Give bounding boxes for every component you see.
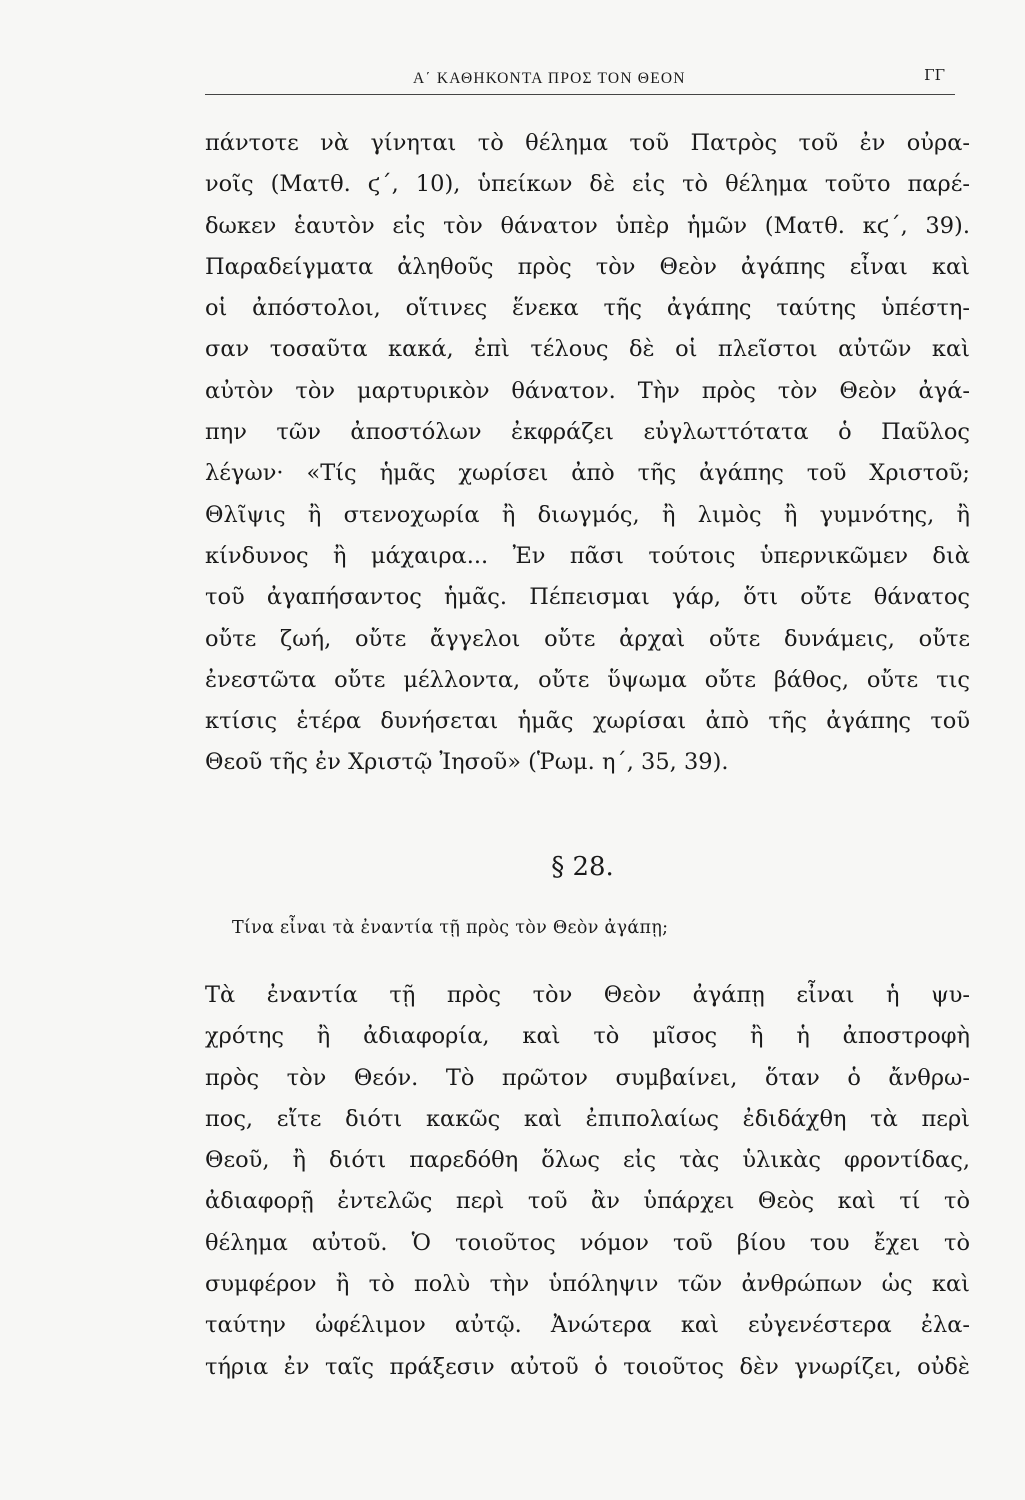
text-line: Παραδείγματα ἀληθοῦς πρὸς τὸν Θεὸν ἀγάπης εἶναι καὶ [205,253,970,280]
text-line: κτίσις ἑτέρα δυνήσεται ἡμᾶς χωρίσαι ἀπὸ τῆς ἀγάπης τοῦ [205,708,970,735]
text-line: λέγων· «Τίς ἡμᾶς χωρίσει ἀπὸ τῆς ἀγάπης τοῦ Χριστοῦ; [205,460,970,487]
text-line: αὐτὸν τὸν μαρτυρικὸν θάνατον. Τὴν πρὸς τὸν Θεὸν ἀγά- [205,377,970,404]
page-number: ΓΓ [924,66,945,84]
text-line: κίνδυνος ἢ μάχαιρα... Ἐν πᾶσι τούτοις ὑπερνικῶμεν διὰ [205,542,970,569]
section-question: Τίνα εἶναι τὰ ἐναντία τῇ πρὸς τὸν Θεὸν ἀγάπῃ; [232,918,669,938]
text-line: πάντοτε νὰ γίνηται τὸ θέλημα τοῦ Πατρὸς τοῦ ἐν οὐρα- [205,130,970,156]
section-number: § 28. [551,852,614,882]
running-title: Α΄ ΚΑΘΗΚΟΝΤΑ ΠΡΟΣ ΤΟΝ ΘΕΟΝ [413,70,686,87]
text-line: οἱ ἀπόστολοι, οἵτινες ἕνεκα τῆς ἀγάπης ταύτης ὑπέστη- [205,295,970,322]
text-line: τοῦ ἀγαπήσαντος ἡμᾶς. Πέπεισμαι γάρ, ὅτι οὔτε θάνατος [205,584,970,611]
running-header [205,62,955,95]
text-line: ταύτην ὠφέλιμον αὐτῷ. Ἀνώτερα καὶ εὐγενέστερα ἐλα- [205,1312,970,1339]
text-line: σαν τοσαῦτα κακά, ἐπὶ τέλους δὲ οἱ πλεῖστοι αὐτῶν καὶ [205,336,970,363]
text-line: δωκεν ἑαυτὸν εἰς τὸν θάνατον ὑπὲρ ἡμῶν (Ματθ. κϛ΄, 39). [205,212,970,239]
text-line: θέλημα αὐτοῦ. Ὁ τοιοῦτος νόμον τοῦ βίου του ἔχει τὸ [205,1229,970,1256]
text-line: Θεοῦ τῆς ἐν Χριστῷ Ἰησοῦ» (Ῥωμ. η΄, 35, 39). [205,749,729,776]
text-line: πος, εἴτε διότι κακῶς καὶ ἐπιπολαίως ἐδιδάχθη τὰ περὶ [205,1105,970,1132]
text-line: Τὰ ἐναντία τῇ πρὸς τὸν Θεὸν ἀγάπῃ εἶναι ἡ ψυ- [205,982,970,1008]
text-line: τήρια ἐν ταῖς πράξεσιν αὐτοῦ ὁ τοιοῦτος δὲν γνωρίζει, οὐδὲ [205,1353,970,1380]
text-line: νοῖς (Ματθ. ϛ΄, 10), ὑπείκων δὲ εἰς τὸ θέλημα τοῦτο παρέ- [205,171,970,198]
text-line: χρότης ἢ ἀδιαφορία, καὶ τὸ μῖσος ἢ ἡ ἀποστροφὴ [205,1023,970,1050]
text-line: ἀδιαφορῇ ἐντελῶς περὶ τοῦ ἂν ὑπάρχει Θεὸς καὶ τί τὸ [205,1188,970,1215]
text-line: πην τῶν ἀποστόλων ἐκφράζει εὐγλωττότατα ὁ Παῦλος [205,419,970,446]
text-line: ἐνεστῶτα οὔτε μέλλοντα, οὔτε ὕψωμα οὔτε βάθος, οὔτε τις [205,666,970,693]
text-line: πρὸς τὸν Θεόν. Τὸ πρῶτον συμβαίνει, ὅταν ὁ ἄνθρω- [205,1064,970,1091]
text-line: Θλῖψις ἢ στενοχωρία ἢ διωγμός, ἢ λιμὸς ἢ γυμνότης, ἢ [205,501,970,528]
paragraph-2 [205,975,970,1388]
paragraph-1 [205,123,970,784]
text-line: οὔτε ζωή, οὔτε ἄγγελοι οὔτε ἀρχαὶ οὔτε δυνάμεις, οὔτε [205,625,970,652]
text-line: συμφέρον ἢ τὸ πολὺ τὴν ὑπόληψιν τῶν ἀνθρώπων ὡς καὶ [205,1271,970,1298]
text-line: Θεοῦ, ἢ διότι παρεδόθη ὅλως εἰς τὰς ὑλικὰς φροντίδας, [205,1147,970,1174]
